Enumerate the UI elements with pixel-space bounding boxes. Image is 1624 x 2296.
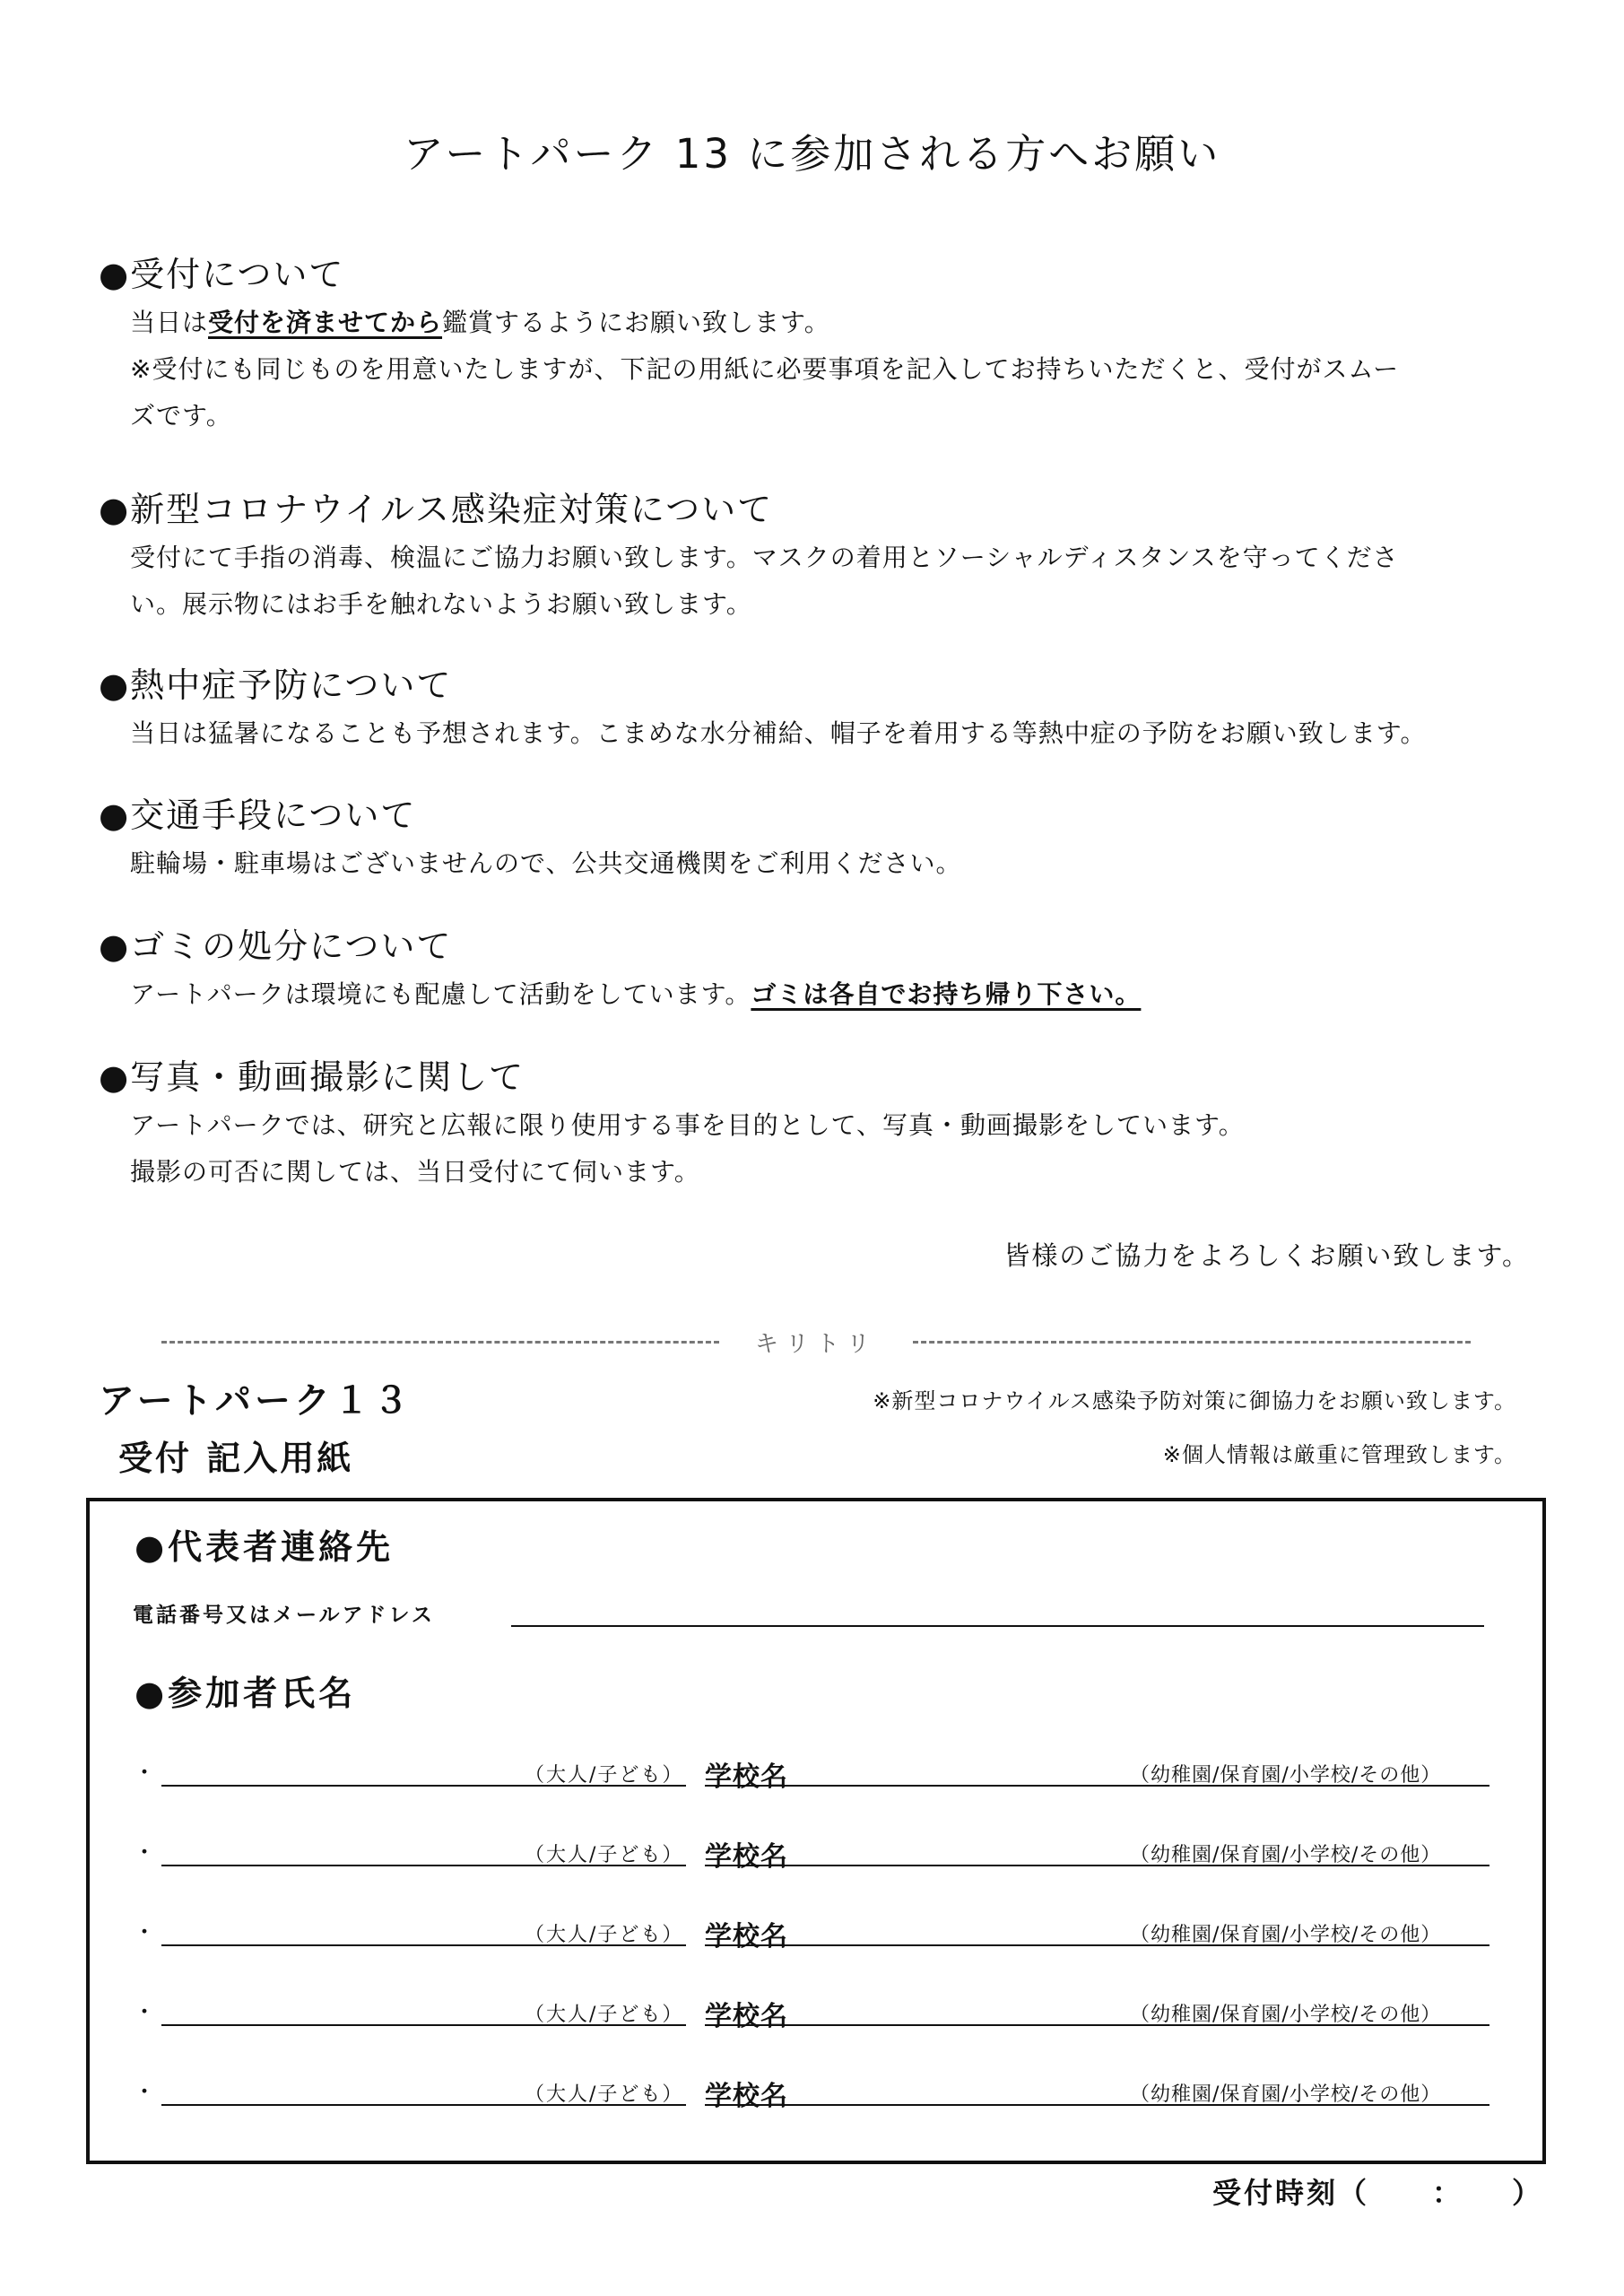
closing-text: 皆様のご協力をよろしくお願い致します。 <box>1003 1240 1530 1271</box>
school-label: 学校名 <box>705 2081 788 2112</box>
line-text: アートパークは環境にも配慮して活動をしています。 <box>130 979 751 1009</box>
cut-line <box>161 1326 1471 1359</box>
school-type-label: （幼稚園/保育園/小学校/その他） <box>1130 1764 1442 1787</box>
line-text: アートパークでは、研究と広報に限り使用する事を目的として、写真・動画撮影をしています。 <box>130 1110 1245 1140</box>
section-heading: ●熱中症予防について <box>99 665 453 705</box>
school-type-label: （幼稚園/保育園/小学校/その他） <box>1130 2083 1442 2106</box>
school-label: 学校名 <box>705 1841 788 1873</box>
section-heading: ●交通手段について <box>99 796 417 835</box>
registration-form-box <box>86 1498 1546 2164</box>
school-type-label: （幼稚園/保育園/小学校/その他） <box>1130 1844 1442 1866</box>
privacy-note: ※個人情報は厳重に管理致します。 <box>1162 1442 1516 1467</box>
section-line <box>130 396 232 432</box>
contact-label: 電話番号又はメールアドレス <box>133 1604 435 1627</box>
line-text: 当日は <box>130 308 209 337</box>
line-text: 当日は猛暑になることも予想されます。こまめな水分補給、帽子を着用する等熱中症の予防をお願い致します。 <box>130 718 1427 748</box>
reception-time: 受付時刻（ ： ） <box>1211 2176 1543 2210</box>
representative-heading: ●代表者連絡先 <box>135 1527 395 1567</box>
emphasis-text: 受付を済ませてから <box>208 308 443 337</box>
school-type-label: （幼稚園/保育園/小学校/その他） <box>1130 1924 1442 1946</box>
adult-child-label: （大人/子ども） <box>525 2083 684 2106</box>
section-line <box>130 975 1141 1011</box>
line-text: 受付にて手指の消毒、検温にご協力お願い致します。マスクの着用とソーシャルディスタンスを守ってくださ <box>130 543 1399 572</box>
section-line <box>130 1106 1245 1142</box>
form-title: アートパーク１３ <box>99 1380 413 1422</box>
school-label: 学校名 <box>705 1921 788 1952</box>
school-label: 学校名 <box>705 2001 788 2032</box>
section-line <box>130 714 1427 750</box>
page-title: アートパーク 13 に参加される方へお願い <box>403 130 1221 178</box>
line-text: 撮影の可否に関しては、当日受付にて伺います。 <box>130 1157 700 1187</box>
cut-dash-right <box>913 1341 1471 1344</box>
section-line <box>130 1152 700 1188</box>
adult-child-label: （大人/子ども） <box>525 1844 684 1866</box>
emphasis-text: ゴミは各自でお持ち帰り下さい。 <box>751 979 1142 1009</box>
form-subtitle: 受付 記入用紙 <box>118 1439 354 1478</box>
participants-heading: ●参加者氏名 <box>135 1674 357 1713</box>
row-bullet: ・ <box>133 1999 157 2026</box>
section-heading: ●ゴミの処分について <box>99 926 453 966</box>
section-line <box>130 585 752 621</box>
row-bullet: ・ <box>133 1760 157 1787</box>
section-line <box>130 303 830 339</box>
section-heading: ●受付について <box>99 255 345 294</box>
section-line <box>130 844 961 880</box>
adult-child-label: （大人/子ども） <box>525 2004 684 2026</box>
row-bullet: ・ <box>133 2079 157 2106</box>
cut-label: キリトリ <box>755 1331 878 1358</box>
line-text: 鑑賞するようにお願い致します。 <box>442 308 830 337</box>
cut-dash-left <box>161 1341 719 1344</box>
line-text: ズです。 <box>130 401 232 430</box>
line-text: ※受付にも同じものを用意いたしますが、下記の用紙に必要事項を記入してお持ちいただくと、受付がスムー <box>130 354 1400 384</box>
covid-note: ※新型コロナウイルス感染予防対策に御協力をお願い致します。 <box>873 1388 1516 1413</box>
section-heading: ●新型コロナウイルス感染症対策について <box>99 490 774 529</box>
school-type-label: （幼稚園/保育園/小学校/その他） <box>1130 2004 1442 2026</box>
section-line <box>130 538 1399 574</box>
row-bullet: ・ <box>133 1839 157 1866</box>
section-heading: ●写真・動画撮影に関して <box>99 1057 525 1097</box>
line-text: 駐輪場・駐車場はございませんので、公共交通機関をご利用ください。 <box>130 848 962 878</box>
row-bullet: ・ <box>133 1919 157 1946</box>
adult-child-label: （大人/子ども） <box>525 1764 684 1787</box>
section-line <box>130 350 1399 386</box>
school-label: 学校名 <box>705 1761 788 1793</box>
adult-child-label: （大人/子ども） <box>525 1924 684 1946</box>
line-text: い。展示物にはお手を触れないようお願い致します。 <box>130 589 752 619</box>
contact-input-line[interactable] <box>511 1625 1484 1627</box>
